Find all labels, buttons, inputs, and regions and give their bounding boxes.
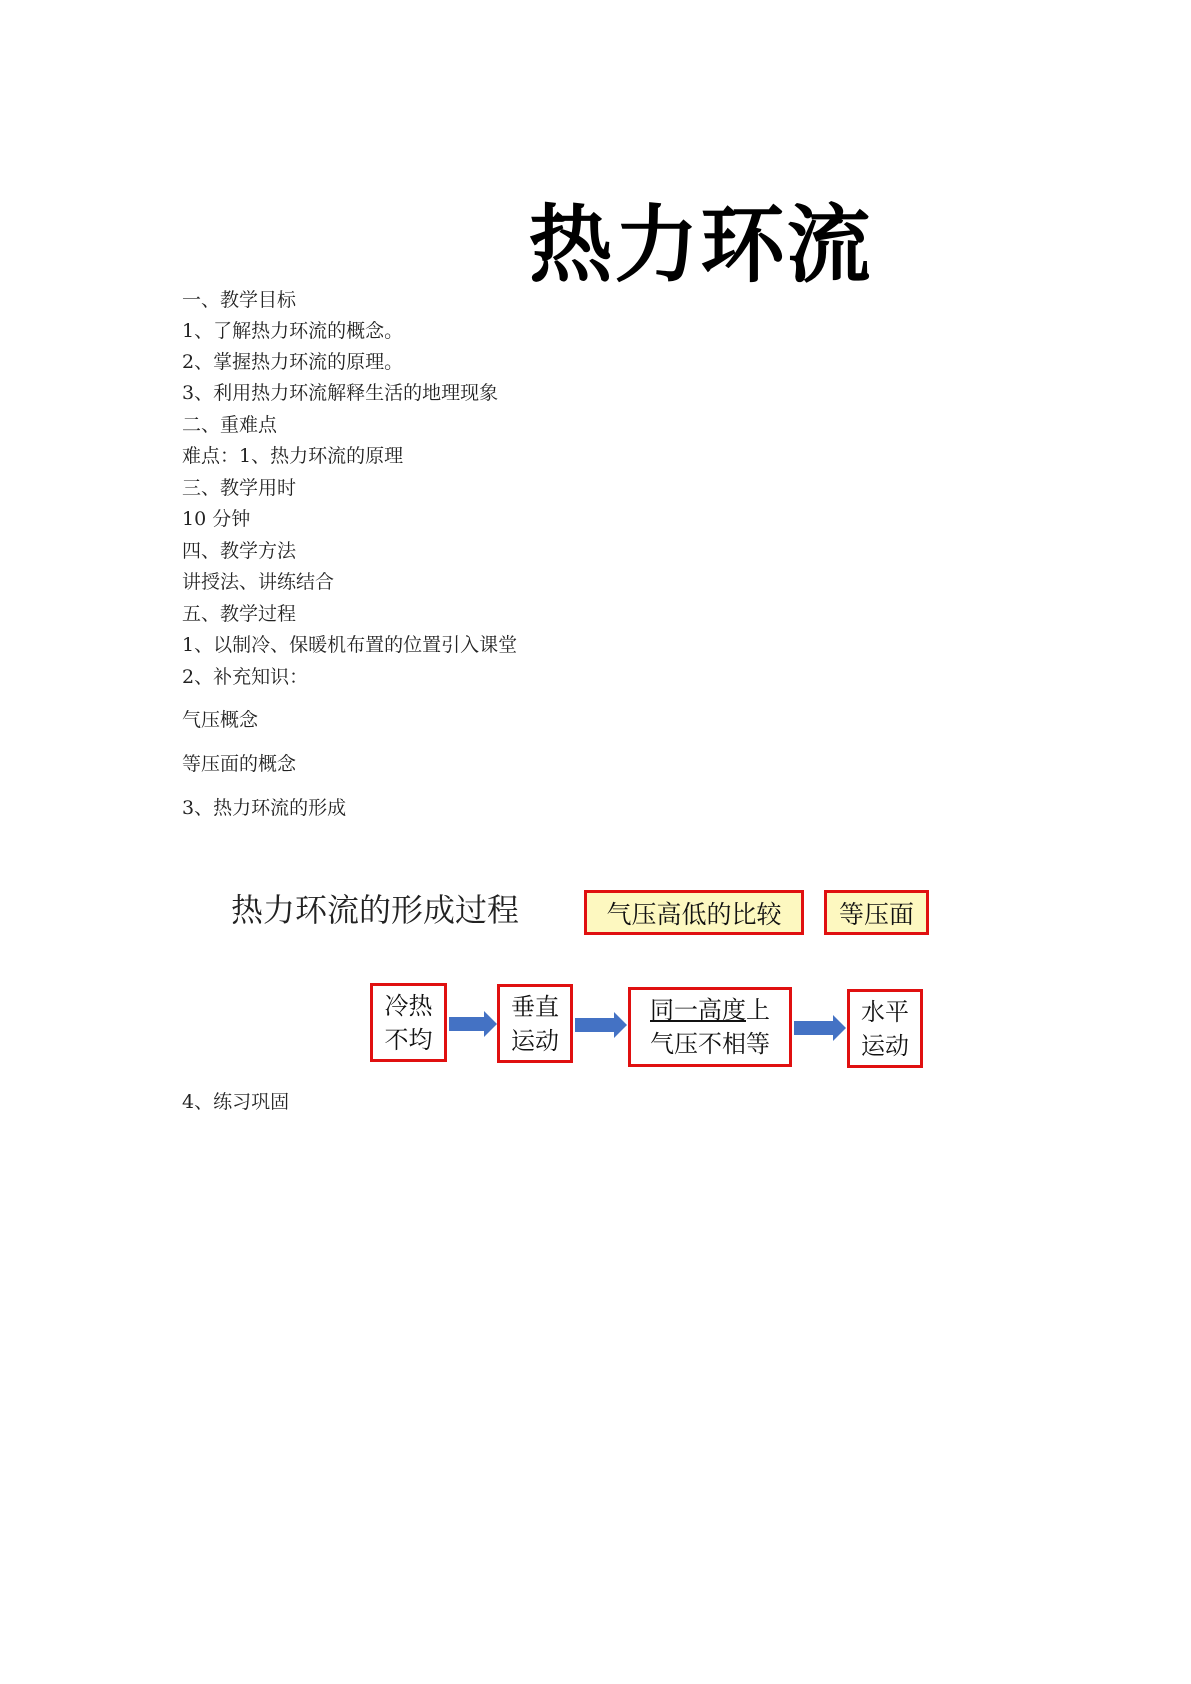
- text-line: 气压概念: [182, 709, 259, 731]
- step-text: 垂直: [511, 992, 559, 1021]
- arrow-icon: [449, 1017, 485, 1031]
- step-vertical-motion: [497, 984, 573, 1063]
- arrow-icon: [794, 1021, 834, 1035]
- arrow-icon: [575, 1018, 615, 1032]
- step-text: 水平: [861, 997, 909, 1026]
- step-uneven-heating: [370, 983, 447, 1062]
- step-text: 气压不相等: [650, 1030, 770, 1058]
- text-line: 4、练习巩固: [182, 1091, 290, 1113]
- step-horizontal-motion: [847, 989, 923, 1068]
- step-text-underlined: 同一高度: [650, 996, 746, 1024]
- text-line: 2、掌握热力环流的原理。: [182, 351, 404, 373]
- text-line: 等压面的概念: [182, 753, 297, 775]
- step-text: 运动: [861, 1031, 909, 1060]
- heading-key-points: 二、重难点: [182, 414, 278, 436]
- step-text: [650, 993, 770, 1027]
- text-line: 3、热力环流的形成: [182, 797, 347, 819]
- step-text: 冷热: [384, 991, 433, 1020]
- text-line: 3、利用热力环流解释生活的地理现象: [182, 382, 499, 404]
- text-line: 10 分钟: [182, 508, 251, 530]
- heading-methods: 四、教学方法: [182, 540, 297, 562]
- diagram-title: 热力环流的形成过程: [231, 891, 520, 929]
- tag-isobaric-surface: 等压面: [824, 890, 929, 935]
- text-line: 1、了解热力环流的概念。: [182, 320, 404, 342]
- heading-time: 三、教学用时: [182, 477, 297, 499]
- step-text: 不均: [384, 1025, 433, 1054]
- document-title: 热力环流: [528, 195, 873, 294]
- heading-process: 五、教学过程: [182, 603, 297, 625]
- step-text: 运动: [511, 1026, 559, 1055]
- text-line: 讲授法、讲练结合: [182, 571, 335, 593]
- heading-objectives: 一、教学目标: [182, 289, 297, 311]
- tag-pressure-compare: 气压高低的比较: [584, 890, 804, 935]
- text-line: 难点：1、热力环流的原理: [182, 445, 404, 467]
- text-line: 1、以制冷、保暖机布置的位置引入课堂: [182, 634, 518, 656]
- text-line: 2、补充知识：: [182, 666, 309, 688]
- step-text: 上: [746, 996, 770, 1024]
- step-pressure-difference: [628, 987, 792, 1067]
